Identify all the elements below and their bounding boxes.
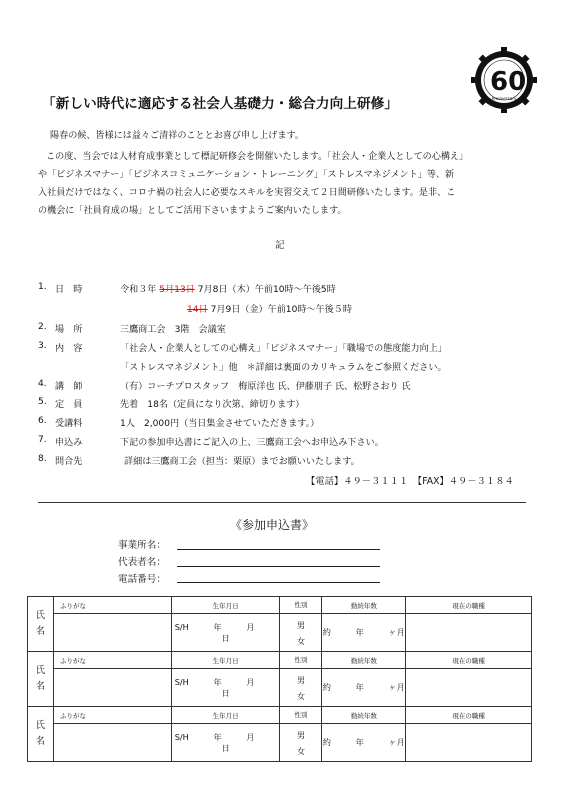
body-line: この度、当会では人材育成事業として標記研修会を開催いたします。「社会人・企業人としての心構え」: [46, 152, 469, 162]
item-number: 1.: [38, 282, 47, 292]
table-row: [28, 669, 532, 707]
item-label-inquiry: 問合先: [55, 457, 83, 467]
job-header: 現在の職種: [406, 597, 532, 614]
birth-header: 生年月日: [171, 597, 280, 614]
item-label-capacity: 定 員: [55, 400, 83, 410]
birth-cell[interactable]: S/H 年 月 日: [171, 669, 280, 707]
item-number: 7.: [38, 435, 47, 445]
greeting-text: 陽春の候、皆様には益々ご清祥のこととお喜び申し上げます。: [50, 131, 304, 141]
name-label-cell: 氏 名: [28, 707, 54, 762]
body-line: や「ビジネスマナー」「ビジネスコミュニケーション・トレーニング」「ストレスマネジメント」等、新: [38, 170, 455, 180]
furigana-header: ふりがな: [53, 597, 171, 614]
logo-number: 60: [490, 67, 527, 97]
years-header: 勤続年数: [322, 597, 406, 614]
ki-heading: 記: [275, 240, 285, 251]
years-header: 勤続年数: [322, 652, 406, 669]
capacity-value: 先着 18名（定員になり次第、締切ります）: [120, 400, 305, 410]
years-cell[interactable]: 約 年 ヶ月: [322, 614, 406, 652]
item-label-place: 場 所: [55, 325, 83, 335]
company-label: 事業所名：: [118, 540, 166, 551]
birth-cell[interactable]: S/H 年 月 日: [171, 724, 280, 762]
table-row: [28, 614, 532, 652]
item-number: 3.: [38, 341, 47, 351]
birth-cell[interactable]: S/H 年 月 日: [171, 614, 280, 652]
sex-cell[interactable]: 男 女: [280, 669, 322, 707]
item-label-lecturer: 講 師: [55, 382, 83, 392]
item-label-content: 内 容: [55, 344, 83, 354]
section-divider: [38, 502, 526, 503]
date-line-2: [187, 302, 352, 315]
sex-cell[interactable]: 男 女: [280, 724, 322, 762]
item-number: 4.: [38, 379, 47, 389]
job-cell[interactable]: [406, 724, 532, 762]
representative-label: 代表者名：: [118, 557, 166, 568]
birth-header: 生年月日: [171, 707, 280, 724]
lecturer-value: （有）コーチプロスタッフ 梅原洋也 氏、伊藤朋子 氏、松野さおり 氏: [120, 382, 411, 392]
contact-numbers: 【電話】４９－３１１１ 【FAX】４９－３１８４: [306, 476, 514, 487]
phone-field[interactable]: [177, 582, 380, 583]
representative-field[interactable]: [177, 566, 380, 567]
table-row: [28, 724, 532, 762]
date-struck-1: 5月13日: [159, 285, 195, 295]
sex-cell[interactable]: 男 女: [280, 614, 322, 652]
item-number: 5.: [38, 397, 47, 407]
job-header: 現在の職種: [406, 652, 532, 669]
item-number: 2.: [38, 322, 47, 332]
logo-caption: Anniversary: [491, 96, 517, 101]
content-line-2: 「ストレスマネジメント」他 ＊詳細は裏面のカリキュラムをご参照ください。: [120, 363, 447, 373]
years-header: 勤続年数: [322, 707, 406, 724]
date-line-1: [120, 282, 336, 295]
application-table: [27, 596, 532, 762]
company-field[interactable]: [177, 549, 380, 550]
inquiry-value: 詳細は三鷹商工会（担当：栗原）までお願いいたします。: [124, 457, 360, 467]
name-label-cell: 氏 名: [28, 597, 54, 652]
content-line-1: 「社会人・企業人としての心構え」「ビジネスマナー」「職場での態度能力向上」: [120, 344, 447, 354]
fee-value: 1人 2,000円（当日集金させていただきます。）: [120, 419, 320, 429]
table-header-row: [28, 597, 532, 614]
sex-header: 性別: [280, 707, 322, 724]
item-label-fee: 受講料: [55, 419, 83, 429]
job-header: 現在の職種: [406, 707, 532, 724]
item-label-date: 日 時: [55, 285, 83, 295]
page-title: 「新しい時代に適応する社会人基礎力・総合力向上研修」: [42, 96, 399, 112]
phone-label: 電話番号：: [118, 574, 166, 585]
table-header-row: [28, 707, 532, 724]
date-value-1: 7月8日（木）午前10時～午後5時: [197, 285, 336, 295]
gear-emblem-icon: [470, 46, 538, 114]
item-number: 6.: [38, 416, 47, 426]
name-label-cell: 氏 名: [28, 652, 54, 707]
name-input-cell[interactable]: [53, 614, 171, 652]
place-value: 三鷹商工会 3階 会議室: [120, 325, 226, 335]
job-cell[interactable]: [406, 669, 532, 707]
item-number: 8.: [38, 454, 47, 464]
apply-value: 下記の参加申込書にご記入の上、三鷹商工会へお申込み下さい。: [120, 438, 384, 448]
table-header-row: [28, 652, 532, 669]
anniversary-logo: [470, 46, 538, 114]
date-value-2: 7月9日（金）午前10時～午後５時: [210, 305, 352, 315]
years-cell[interactable]: 約 年 ヶ月: [322, 724, 406, 762]
years-cell[interactable]: 約 年 ヶ月: [322, 669, 406, 707]
name-input-cell[interactable]: [53, 669, 171, 707]
body-line: 入社員だけではなく、コロナ禍の社会人に必要なスキルを実習交えて２日間研修いたします。是非、こ: [38, 188, 456, 198]
body-line: の機会に「社員育成の場」としてご活用下さいますようご案内いたします。: [38, 206, 347, 216]
furigana-header: ふりがな: [53, 707, 171, 724]
item-label-apply: 申込み: [55, 438, 83, 448]
birth-header: 生年月日: [171, 652, 280, 669]
sex-header: 性別: [280, 597, 322, 614]
date-prefix: 令和３年: [120, 285, 157, 295]
sex-header: 性別: [280, 652, 322, 669]
form-title: 《参加申込書》: [230, 518, 315, 532]
furigana-header: ふりがな: [53, 652, 171, 669]
name-input-cell[interactable]: [53, 724, 171, 762]
date-struck-2: 14日: [187, 305, 208, 315]
job-cell[interactable]: [406, 614, 532, 652]
